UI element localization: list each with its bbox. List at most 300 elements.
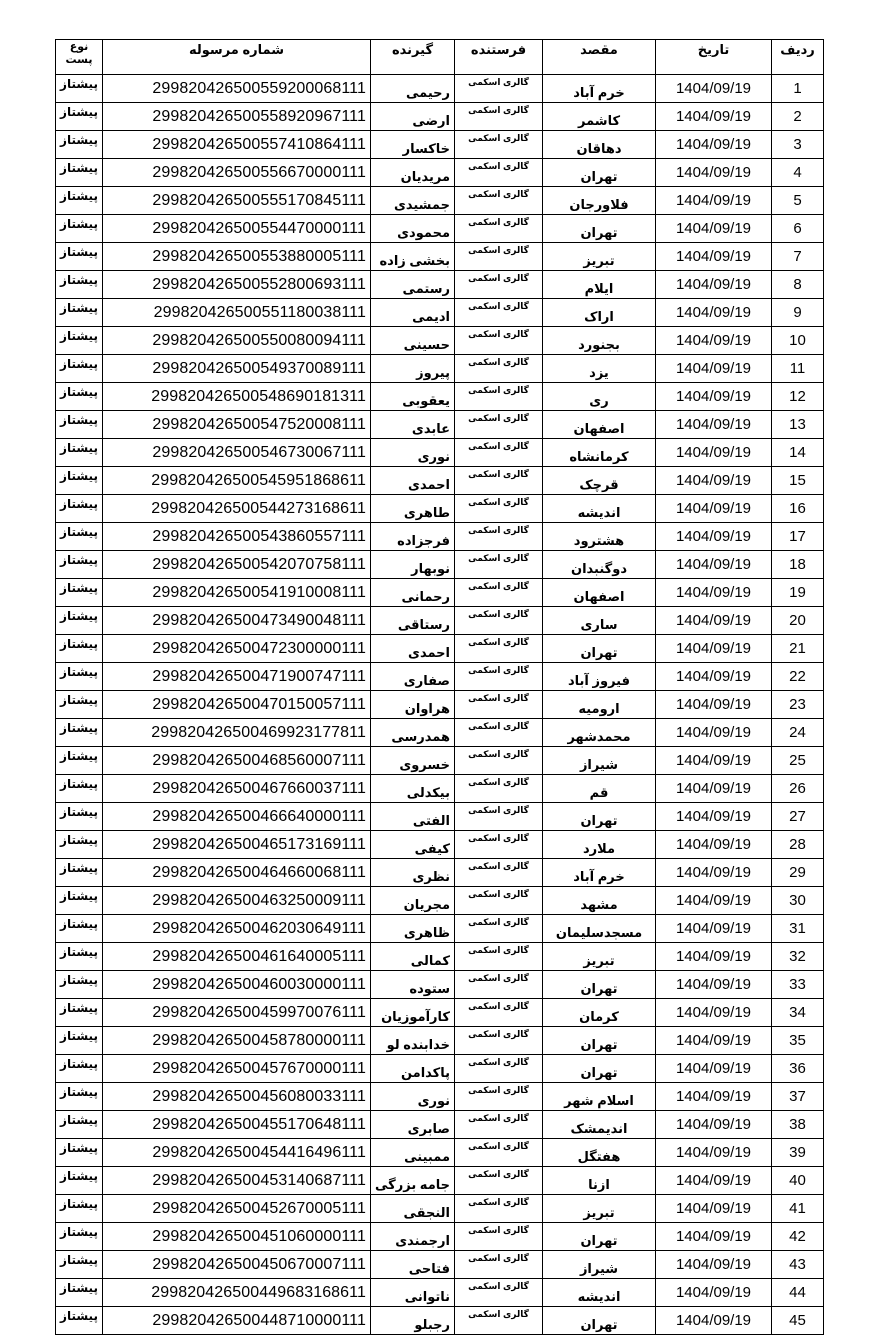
table-row bbox=[56, 215, 824, 243]
destination-cell: اصفهان bbox=[543, 579, 656, 607]
table-row bbox=[56, 915, 824, 943]
table-row bbox=[56, 467, 824, 495]
tracking-number-cell: 299820426500465173169111 bbox=[103, 831, 371, 859]
sender-cell: گالری اسکمی bbox=[455, 775, 543, 803]
date-cell: 1404/09/19 bbox=[656, 523, 772, 551]
row-number-cell: 30 bbox=[772, 887, 824, 915]
destination-cell: یزد bbox=[543, 355, 656, 383]
post-type-cell: پیشتاز bbox=[56, 859, 103, 887]
sender-cell: گالری اسکمی bbox=[455, 411, 543, 439]
post-type-cell: پیشتاز bbox=[56, 719, 103, 747]
row-number-cell: 12 bbox=[772, 383, 824, 411]
post-type-cell: پیشتاز bbox=[56, 1139, 103, 1167]
tracking-number-cell: 299820426500556670000111 bbox=[103, 159, 371, 187]
tracking-number-cell: 299820426500464660068111 bbox=[103, 859, 371, 887]
tracking-number-cell: 299820426500547520008111 bbox=[103, 411, 371, 439]
date-cell: 1404/09/19 bbox=[656, 495, 772, 523]
tracking-number-cell: 299820426500458780000111 bbox=[103, 1027, 371, 1055]
recipient-cell: جامه بزرگی bbox=[371, 1167, 455, 1195]
tracking-number-cell: 299820426500555170845111 bbox=[103, 187, 371, 215]
row-number-cell: 18 bbox=[772, 551, 824, 579]
row-number-cell: 6 bbox=[772, 215, 824, 243]
post-type-cell: پیشتاز bbox=[56, 1167, 103, 1195]
destination-cell: تهران bbox=[543, 1027, 656, 1055]
sender-cell: گالری اسکمی bbox=[455, 691, 543, 719]
post-type-cell: پیشتاز bbox=[56, 803, 103, 831]
recipient-cell: طاهری bbox=[371, 495, 455, 523]
date-cell: 1404/09/19 bbox=[656, 299, 772, 327]
table-row bbox=[56, 439, 824, 467]
table-row bbox=[56, 75, 824, 103]
date-cell: 1404/09/19 bbox=[656, 1083, 772, 1111]
row-number-cell: 1 bbox=[772, 75, 824, 103]
destination-cell: تهران bbox=[543, 1223, 656, 1251]
recipient-cell: الفتی bbox=[371, 803, 455, 831]
table-row bbox=[56, 1251, 824, 1279]
recipient-cell: نوری bbox=[371, 439, 455, 467]
table-row bbox=[56, 607, 824, 635]
destination-cell: بجنورد bbox=[543, 327, 656, 355]
destination-cell: اصفهان bbox=[543, 411, 656, 439]
post-type-cell: پیشتاز bbox=[56, 1083, 103, 1111]
tracking-number-cell: 299820426500453140687111 bbox=[103, 1167, 371, 1195]
table-row bbox=[56, 887, 824, 915]
date-cell: 1404/09/19 bbox=[656, 607, 772, 635]
sender-cell: گالری اسکمی bbox=[455, 1279, 543, 1307]
row-number-cell: 2 bbox=[772, 103, 824, 131]
date-cell: 1404/09/19 bbox=[656, 775, 772, 803]
tracking-number-cell: 299820426500471900747111 bbox=[103, 663, 371, 691]
sender-cell: گالری اسکمی bbox=[455, 831, 543, 859]
date-cell: 1404/09/19 bbox=[656, 355, 772, 383]
sender-cell: گالری اسکمی bbox=[455, 1139, 543, 1167]
table-row bbox=[56, 1195, 824, 1223]
row-number-cell: 41 bbox=[772, 1195, 824, 1223]
row-number-cell: 13 bbox=[772, 411, 824, 439]
date-cell: 1404/09/19 bbox=[656, 131, 772, 159]
destination-cell: فیروز آباد bbox=[543, 663, 656, 691]
date-cell: 1404/09/19 bbox=[656, 187, 772, 215]
date-cell: 1404/09/19 bbox=[656, 1307, 772, 1335]
post-type-cell: پیشتاز bbox=[56, 1055, 103, 1083]
post-type-cell: پیشتاز bbox=[56, 243, 103, 271]
sender-cell: گالری اسکمی bbox=[455, 859, 543, 887]
date-cell: 1404/09/19 bbox=[656, 1167, 772, 1195]
date-cell: 1404/09/19 bbox=[656, 915, 772, 943]
sender-cell: گالری اسکمی bbox=[455, 1195, 543, 1223]
date-cell: 1404/09/19 bbox=[656, 887, 772, 915]
post-type-cell: پیشتاز bbox=[56, 411, 103, 439]
post-type-cell: پیشتاز bbox=[56, 439, 103, 467]
row-number-cell: 7 bbox=[772, 243, 824, 271]
post-type-cell: پیشتاز bbox=[56, 579, 103, 607]
row-number-cell: 11 bbox=[772, 355, 824, 383]
table-body bbox=[56, 75, 824, 1335]
date-cell: 1404/09/19 bbox=[656, 439, 772, 467]
sender-cell: گالری اسکمی bbox=[455, 971, 543, 999]
destination-cell: تهران bbox=[543, 1055, 656, 1083]
destination-cell: تبریز bbox=[543, 1195, 656, 1223]
row-number-cell: 19 bbox=[772, 579, 824, 607]
destination-cell: تهران bbox=[543, 1307, 656, 1335]
table-row bbox=[56, 383, 824, 411]
tracking-number-cell: 299820426500549370089111 bbox=[103, 355, 371, 383]
destination-cell: تبریز bbox=[543, 243, 656, 271]
row-number-cell: 34 bbox=[772, 999, 824, 1027]
post-type-cell: پیشتاز bbox=[56, 1195, 103, 1223]
date-cell: 1404/09/19 bbox=[656, 551, 772, 579]
destination-cell: شیراز bbox=[543, 747, 656, 775]
date-cell: 1404/09/19 bbox=[656, 271, 772, 299]
destination-cell: ری bbox=[543, 383, 656, 411]
recipient-cell: یعقوبی bbox=[371, 383, 455, 411]
date-cell: 1404/09/19 bbox=[656, 411, 772, 439]
destination-cell: خرم آباد bbox=[543, 75, 656, 103]
table-row bbox=[56, 691, 824, 719]
table-row bbox=[56, 243, 824, 271]
recipient-cell: صابری bbox=[371, 1111, 455, 1139]
recipient-cell: بیکدلی bbox=[371, 775, 455, 803]
date-cell: 1404/09/19 bbox=[656, 383, 772, 411]
table-row bbox=[56, 1167, 824, 1195]
tracking-number-cell: 299820426500469923177811 bbox=[103, 719, 371, 747]
destination-cell: قم bbox=[543, 775, 656, 803]
table-row bbox=[56, 551, 824, 579]
table-row bbox=[56, 831, 824, 859]
header-row-number: ردیف bbox=[772, 40, 824, 75]
recipient-cell: عابدی bbox=[371, 411, 455, 439]
sender-cell: گالری اسکمی bbox=[455, 243, 543, 271]
post-type-cell: پیشتاز bbox=[56, 131, 103, 159]
post-type-cell: پیشتاز bbox=[56, 75, 103, 103]
recipient-cell: ارضی bbox=[371, 103, 455, 131]
recipient-cell: کارآموزیان bbox=[371, 999, 455, 1027]
post-type-cell: پیشتاز bbox=[56, 943, 103, 971]
table-row bbox=[56, 1223, 824, 1251]
post-type-cell: پیشتاز bbox=[56, 467, 103, 495]
sender-cell: گالری اسکمی bbox=[455, 103, 543, 131]
sender-cell: گالری اسکمی bbox=[455, 355, 543, 383]
table-row bbox=[56, 131, 824, 159]
table-row bbox=[56, 999, 824, 1027]
row-number-cell: 17 bbox=[772, 523, 824, 551]
sender-cell: گالری اسکمی bbox=[455, 635, 543, 663]
date-cell: 1404/09/19 bbox=[656, 243, 772, 271]
table-header-row bbox=[56, 40, 824, 75]
sender-cell: گالری اسکمی bbox=[455, 747, 543, 775]
post-type-cell: پیشتاز bbox=[56, 915, 103, 943]
table-row bbox=[56, 943, 824, 971]
sender-cell: گالری اسکمی bbox=[455, 523, 543, 551]
sender-cell: گالری اسکمی bbox=[455, 1251, 543, 1279]
date-cell: 1404/09/19 bbox=[656, 1223, 772, 1251]
date-cell: 1404/09/19 bbox=[656, 999, 772, 1027]
row-number-cell: 40 bbox=[772, 1167, 824, 1195]
destination-cell: تهران bbox=[543, 159, 656, 187]
post-type-cell: پیشتاز bbox=[56, 551, 103, 579]
tracking-number-cell: 299820426500546730067111 bbox=[103, 439, 371, 467]
row-number-cell: 9 bbox=[772, 299, 824, 327]
header-destination: مقصد bbox=[543, 40, 656, 75]
date-cell: 1404/09/19 bbox=[656, 831, 772, 859]
date-cell: 1404/09/19 bbox=[656, 159, 772, 187]
table-row bbox=[56, 159, 824, 187]
date-cell: 1404/09/19 bbox=[656, 663, 772, 691]
sender-cell: گالری اسکمی bbox=[455, 75, 543, 103]
row-number-cell: 15 bbox=[772, 467, 824, 495]
table-row bbox=[56, 355, 824, 383]
row-number-cell: 3 bbox=[772, 131, 824, 159]
row-number-cell: 14 bbox=[772, 439, 824, 467]
tracking-number-cell: 299820426500553880005111 bbox=[103, 243, 371, 271]
row-number-cell: 28 bbox=[772, 831, 824, 859]
tracking-number-cell: 299820426500467660037111 bbox=[103, 775, 371, 803]
post-type-cell: پیشتاز bbox=[56, 1027, 103, 1055]
post-type-cell: پیشتاز bbox=[56, 1251, 103, 1279]
tracking-number-cell: 299820426500466640000111 bbox=[103, 803, 371, 831]
post-type-cell: پیشتاز bbox=[56, 187, 103, 215]
row-number-cell: 20 bbox=[772, 607, 824, 635]
row-number-cell: 44 bbox=[772, 1279, 824, 1307]
destination-cell: تهران bbox=[543, 971, 656, 999]
date-cell: 1404/09/19 bbox=[656, 719, 772, 747]
row-number-cell: 32 bbox=[772, 943, 824, 971]
row-number-cell: 16 bbox=[772, 495, 824, 523]
date-cell: 1404/09/19 bbox=[656, 215, 772, 243]
row-number-cell: 21 bbox=[772, 635, 824, 663]
sender-cell: گالری اسکمی bbox=[455, 1223, 543, 1251]
header-sender: فرستنده bbox=[455, 40, 543, 75]
post-type-cell: پیشتاز bbox=[56, 607, 103, 635]
tracking-number-cell: 299820426500558920967111 bbox=[103, 103, 371, 131]
row-number-cell: 24 bbox=[772, 719, 824, 747]
row-number-cell: 26 bbox=[772, 775, 824, 803]
destination-cell: هشترود bbox=[543, 523, 656, 551]
destination-cell: اسلام شهر bbox=[543, 1083, 656, 1111]
sender-cell: گالری اسکمی bbox=[455, 131, 543, 159]
recipient-cell: کمالی bbox=[371, 943, 455, 971]
recipient-cell: خاکسار bbox=[371, 131, 455, 159]
post-type-cell: پیشتاز bbox=[56, 215, 103, 243]
destination-cell: محمدشهر bbox=[543, 719, 656, 747]
tracking-number-cell: 299820426500470150057111 bbox=[103, 691, 371, 719]
tracking-number-cell: 299820426500452670005111 bbox=[103, 1195, 371, 1223]
date-cell: 1404/09/19 bbox=[656, 747, 772, 775]
date-cell: 1404/09/19 bbox=[656, 859, 772, 887]
date-cell: 1404/09/19 bbox=[656, 803, 772, 831]
row-number-cell: 38 bbox=[772, 1111, 824, 1139]
row-number-cell: 29 bbox=[772, 859, 824, 887]
sender-cell: گالری اسکمی bbox=[455, 551, 543, 579]
recipient-cell: فرجزاده bbox=[371, 523, 455, 551]
tracking-number-cell: 299820426500545951868611 bbox=[103, 467, 371, 495]
recipient-cell: فتاحی bbox=[371, 1251, 455, 1279]
row-number-cell: 4 bbox=[772, 159, 824, 187]
destination-cell: کرمان bbox=[543, 999, 656, 1027]
table-row bbox=[56, 1083, 824, 1111]
table-row bbox=[56, 635, 824, 663]
recipient-cell: ادیمی bbox=[371, 299, 455, 327]
post-type-cell: پیشتاز bbox=[56, 1111, 103, 1139]
table-row bbox=[56, 1279, 824, 1307]
destination-cell: کرمانشاه bbox=[543, 439, 656, 467]
tracking-number-cell: 299820426500541910008111 bbox=[103, 579, 371, 607]
shipments-table bbox=[55, 39, 824, 1335]
destination-cell: تهران bbox=[543, 803, 656, 831]
row-number-cell: 42 bbox=[772, 1223, 824, 1251]
date-cell: 1404/09/19 bbox=[656, 103, 772, 131]
header-date: تاریخ bbox=[656, 40, 772, 75]
date-cell: 1404/09/19 bbox=[656, 635, 772, 663]
recipient-cell: النجقی bbox=[371, 1195, 455, 1223]
destination-cell: اندیشه bbox=[543, 1279, 656, 1307]
tracking-number-cell: 299820426500462030649111 bbox=[103, 915, 371, 943]
sender-cell: گالری اسکمی bbox=[455, 271, 543, 299]
post-type-cell: پیشتاز bbox=[56, 971, 103, 999]
tracking-number-cell: 299820426500542070758111 bbox=[103, 551, 371, 579]
table-row bbox=[56, 411, 824, 439]
destination-cell: مشهد bbox=[543, 887, 656, 915]
sender-cell: گالری اسکمی bbox=[455, 215, 543, 243]
sender-cell: گالری اسکمی bbox=[455, 1055, 543, 1083]
tracking-number-cell: 299820426500460030000111 bbox=[103, 971, 371, 999]
tracking-number-cell: 299820426500557410864111 bbox=[103, 131, 371, 159]
row-number-cell: 37 bbox=[772, 1083, 824, 1111]
post-type-cell: پیشتاز bbox=[56, 663, 103, 691]
date-cell: 1404/09/19 bbox=[656, 75, 772, 103]
post-type-cell: پیشتاز bbox=[56, 1279, 103, 1307]
tracking-number-cell: 299820426500544273168611 bbox=[103, 495, 371, 523]
recipient-cell: رحیمی bbox=[371, 75, 455, 103]
recipient-cell: رستمی bbox=[371, 271, 455, 299]
post-type-cell: پیشتاز bbox=[56, 831, 103, 859]
sender-cell: گالری اسکمی bbox=[455, 943, 543, 971]
recipient-cell: همدرسی bbox=[371, 719, 455, 747]
table-row bbox=[56, 1139, 824, 1167]
date-cell: 1404/09/19 bbox=[656, 1111, 772, 1139]
sender-cell: گالری اسکمی bbox=[455, 579, 543, 607]
recipient-cell: رحمانی bbox=[371, 579, 455, 607]
date-cell: 1404/09/19 bbox=[656, 1251, 772, 1279]
recipient-cell: احمدی bbox=[371, 467, 455, 495]
date-cell: 1404/09/19 bbox=[656, 1195, 772, 1223]
post-type-cell: پیشتاز bbox=[56, 635, 103, 663]
row-number-cell: 23 bbox=[772, 691, 824, 719]
date-cell: 1404/09/19 bbox=[656, 1139, 772, 1167]
tracking-number-cell: 299820426500554470000111 bbox=[103, 215, 371, 243]
table-row bbox=[56, 579, 824, 607]
recipient-cell: احمدی bbox=[371, 635, 455, 663]
destination-cell: ساری bbox=[543, 607, 656, 635]
row-number-cell: 36 bbox=[772, 1055, 824, 1083]
destination-cell: کاشمر bbox=[543, 103, 656, 131]
sender-cell: گالری اسکمی bbox=[455, 383, 543, 411]
sender-cell: گالری اسکمی bbox=[455, 495, 543, 523]
table-row bbox=[56, 187, 824, 215]
recipient-cell: محمودی bbox=[371, 215, 455, 243]
recipient-cell: رستاقی bbox=[371, 607, 455, 635]
post-type-cell: پیشتاز bbox=[56, 355, 103, 383]
recipient-cell: هراوان bbox=[371, 691, 455, 719]
post-type-cell: پیشتاز bbox=[56, 887, 103, 915]
sender-cell: گالری اسکمی bbox=[455, 1167, 543, 1195]
destination-cell: تبریز bbox=[543, 943, 656, 971]
post-type-cell: پیشتاز bbox=[56, 747, 103, 775]
row-number-cell: 35 bbox=[772, 1027, 824, 1055]
recipient-cell: صفاری bbox=[371, 663, 455, 691]
tracking-number-cell: 299820426500459970076111 bbox=[103, 999, 371, 1027]
date-cell: 1404/09/19 bbox=[656, 467, 772, 495]
date-cell: 1404/09/19 bbox=[656, 1279, 772, 1307]
table-row bbox=[56, 103, 824, 131]
tracking-number-cell: 299820426500456080033111 bbox=[103, 1083, 371, 1111]
destination-cell: اراک bbox=[543, 299, 656, 327]
recipient-cell: خدابنده لو bbox=[371, 1027, 455, 1055]
row-number-cell: 31 bbox=[772, 915, 824, 943]
tracking-number-cell: 299820426500457670000111 bbox=[103, 1055, 371, 1083]
recipient-cell: کیفی bbox=[371, 831, 455, 859]
post-type-cell: پیشتاز bbox=[56, 495, 103, 523]
recipient-cell: نظری bbox=[371, 859, 455, 887]
table-row bbox=[56, 719, 824, 747]
destination-cell: ارومیه bbox=[543, 691, 656, 719]
sender-cell: گالری اسکمی bbox=[455, 999, 543, 1027]
tracking-number-cell: 299820426500455170648111 bbox=[103, 1111, 371, 1139]
recipient-cell: خسروی bbox=[371, 747, 455, 775]
header-recipient: گیرنده bbox=[371, 40, 455, 75]
destination-cell: قرچک bbox=[543, 467, 656, 495]
table-row bbox=[56, 523, 824, 551]
recipient-cell: پاکدامن bbox=[371, 1055, 455, 1083]
tracking-number-cell: 299820426500461640005111 bbox=[103, 943, 371, 971]
table-row bbox=[56, 663, 824, 691]
post-type-cell: پیشتاز bbox=[56, 1307, 103, 1335]
row-number-cell: 8 bbox=[772, 271, 824, 299]
sender-cell: گالری اسکمی bbox=[455, 327, 543, 355]
sender-cell: گالری اسکمی bbox=[455, 915, 543, 943]
recipient-cell: جمشیدی bbox=[371, 187, 455, 215]
tracking-number-cell: 299820426500473490048111 bbox=[103, 607, 371, 635]
date-cell: 1404/09/19 bbox=[656, 327, 772, 355]
date-cell: 1404/09/19 bbox=[656, 1027, 772, 1055]
sender-cell: گالری اسکمی bbox=[455, 1111, 543, 1139]
tracking-number-cell: 299820426500552800693111 bbox=[103, 271, 371, 299]
table-row bbox=[56, 1111, 824, 1139]
recipient-cell: ظاهری bbox=[371, 915, 455, 943]
tracking-number-cell: 299820426500468560007111 bbox=[103, 747, 371, 775]
table-row bbox=[56, 747, 824, 775]
recipient-cell: مریدیان bbox=[371, 159, 455, 187]
destination-cell: تهران bbox=[543, 635, 656, 663]
tracking-number-cell: 299820426500548690181311 bbox=[103, 383, 371, 411]
destination-cell: تهران bbox=[543, 215, 656, 243]
tracking-number-cell: 299820426500463250009111 bbox=[103, 887, 371, 915]
date-cell: 1404/09/19 bbox=[656, 1055, 772, 1083]
post-type-cell: پیشتاز bbox=[56, 299, 103, 327]
row-number-cell: 43 bbox=[772, 1251, 824, 1279]
destination-cell: مسجدسلیمان bbox=[543, 915, 656, 943]
row-number-cell: 5 bbox=[772, 187, 824, 215]
destination-cell: اندیمشک bbox=[543, 1111, 656, 1139]
destination-cell: شیراز bbox=[543, 1251, 656, 1279]
table-row bbox=[56, 1055, 824, 1083]
recipient-cell: ناتوانی bbox=[371, 1279, 455, 1307]
row-number-cell: 10 bbox=[772, 327, 824, 355]
destination-cell: دوگنبدان bbox=[543, 551, 656, 579]
tracking-number-cell: 299820426500551180038111 bbox=[103, 299, 371, 327]
table-row bbox=[56, 775, 824, 803]
post-type-cell: پیشتاز bbox=[56, 327, 103, 355]
